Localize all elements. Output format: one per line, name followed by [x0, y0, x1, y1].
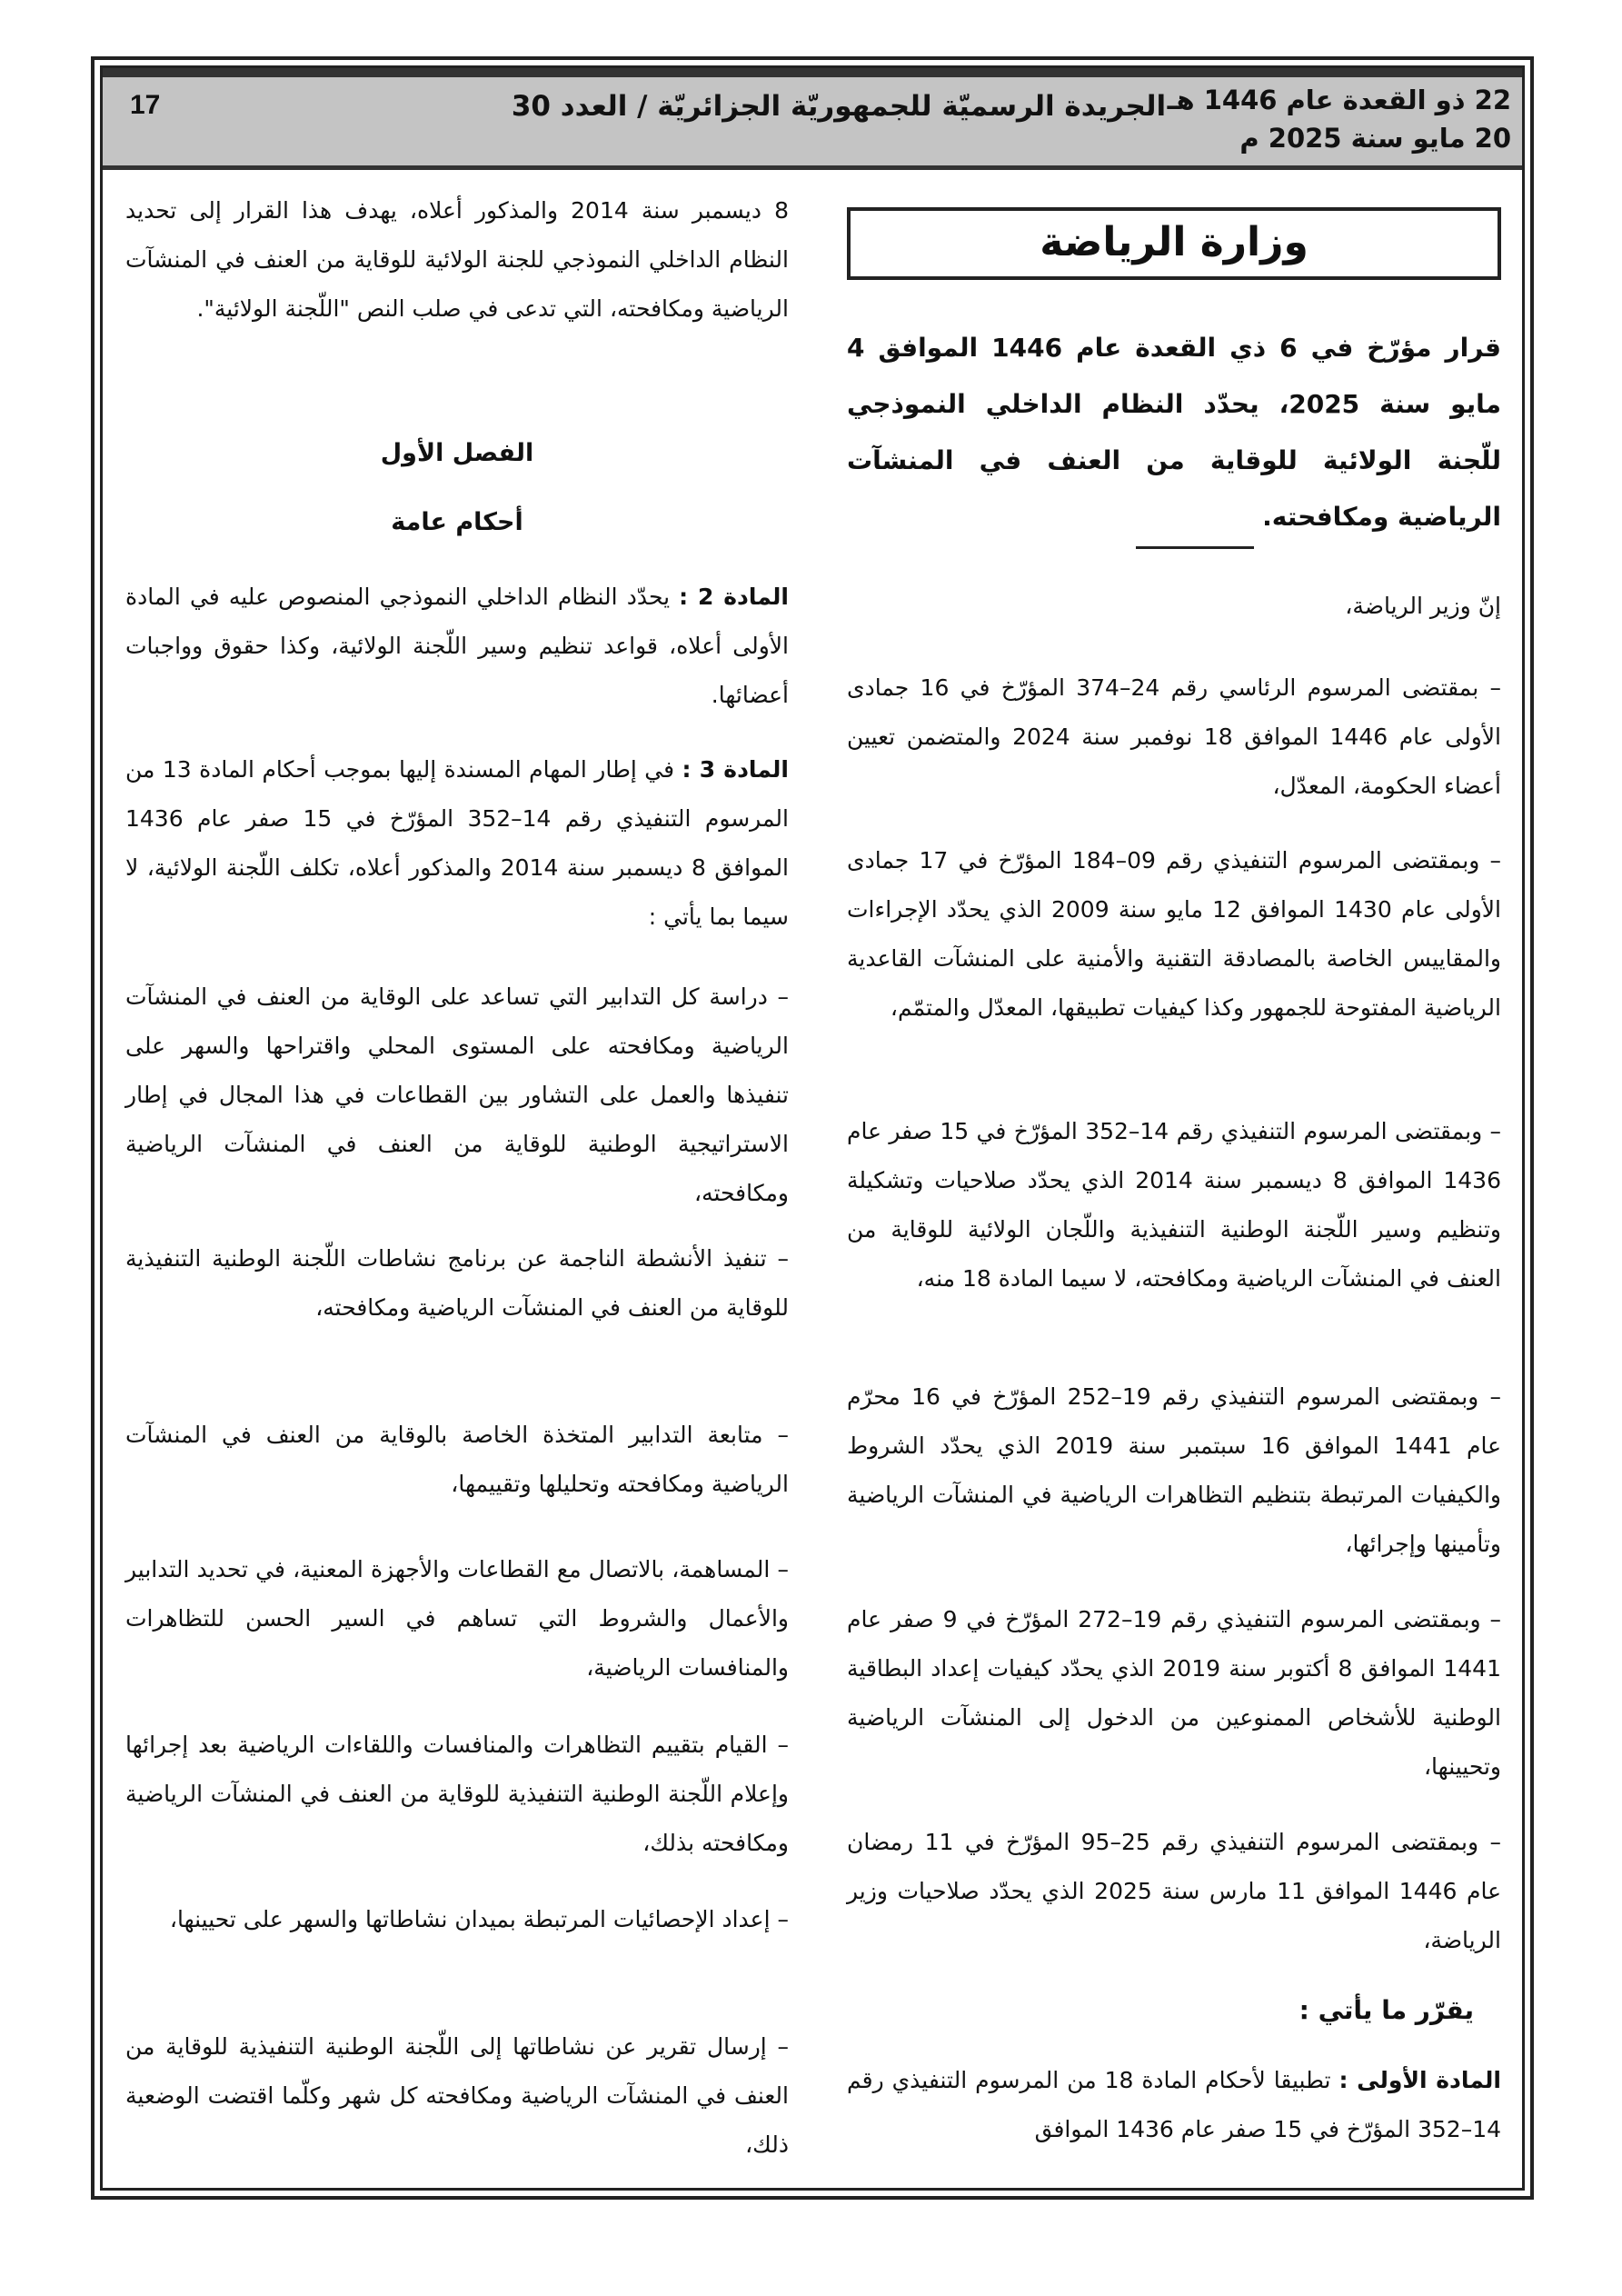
consideration: – وبمقتضى المرسوم التنفيذي رقم 14–352 المؤرّخ في 15 صفر عام 1436 الموافق 8 ديسمبر سنة 2014 الذي يحدّد صلاحيات وتشكيلة وتنظيم وسير اللّجنة الوطنية التنفيذية واللّجان الولائية للوقاية من العنف في المنشآت الرياضية ومكافحته، لا سيما المادة 18 منه،	[847, 1118, 1501, 1292]
journal-title: الجريدة الرسميّة للجمهوريّة الجزائريّة / العدد 30	[511, 90, 1167, 123]
decides-line: يقرّر ما يأتي :	[1299, 1995, 1474, 2025]
consideration: – وبمقتضى المرسوم التنفيذي رقم 25–95 المؤرّخ في 11 رمضان عام 1446 الموافق 11 مارس سنة 2025 الذي يحدّد صلاحيات وزير الرياضة،	[847, 1829, 1501, 1953]
consideration: – بمقتضى المرسوم الرئاسي رقم 24–374 المؤرّخ في 16 جمادى الأولى عام 1446 الموافق 18 نوفمبر سنة 2024 والمتضمن تعيين أعضاء الحكومة، المعدّل،	[847, 674, 1502, 799]
article-1-text: تطبيقا لأحكام المادة 18 من المرسوم التنفيذي رقم 14–352 المؤرّخ في 15 صفر عام 1436 الموافق	[847, 2067, 1501, 2142]
article-3	[125, 745, 789, 942]
opening-line: إنّ وزير الرياضة،	[1345, 593, 1501, 619]
task-item: – تنفيذ الأنشطة الناجمة عن برنامج نشاطات اللّجنة الوطنية التنفيذية للوقاية من العنف في المنشآت الرياضية ومكافحته،	[125, 1245, 789, 1321]
article-1-label: المادة الأولى :	[1338, 2067, 1501, 2093]
task-item: – إرسال تقرير عن نشاطاتها إلى اللّجنة الوطنية التنفيذية للوقاية من العنف في المنشآت الرياضية ومكافحته كل شهر وكلّما اقتضت الوضعية ذلك،	[125, 2033, 789, 2158]
date-gregorian: 20 مايو سنة 2025 م	[1239, 123, 1511, 154]
title-divider	[1136, 546, 1254, 549]
date-hijri: 22 ذو القعدة عام 1446 هـ	[1167, 85, 1511, 115]
task-item: – المساهمة، بالاتصال مع القطاعات والأجهزة المعنية، في تحديد التدابير والأعمال والشروط التي تساهم في السير الحسن للتظاهرات والمنافسات الرياضية،	[125, 1556, 789, 1681]
chapter-heading: الفصل الأول	[380, 439, 534, 467]
chapter-title: أحكام عامة	[391, 508, 523, 536]
consideration: – وبمقتضى المرسوم التنفيذي رقم 19–272 المؤرّخ في 9 صفر عام 1441 الموافق 8 أكتوبر سنة 2019 الذي يحدّد كيفيات إعداد البطاقية الوطنية للأشخاص الممنوعين من الدخول إلى المنشآت الرياضية وتحيينها،	[847, 1606, 1501, 1780]
article-3-label: المادة 3 :	[682, 756, 790, 783]
decision-title: قرار مؤرّخ في 6 ذي القعدة عام 1446 الموافق 4 مايو سنة 2025، يحدّد النظام الداخلي النموذجي للّجنة الولائية للوقاية من العنف في المنشآت الرياضية ومكافحته.	[847, 333, 1502, 532]
task-item: – إعداد الإحصائيات المرتبطة بميدان نشاطاتها والسهر على تحيينها،	[169, 1906, 789, 1932]
right-column	[847, 0, 1501, 2296]
left-column	[125, 0, 789, 2296]
task-item: – القيام بتقييم التظاهرات والمنافسات واللقاءات الرياضية بعد إجرائها وإعلام اللّجنة الوطنية التنفيذية للوقاية من العنف في المنشآت الرياضية ومكافحته بذلك،	[125, 1732, 789, 1856]
article-1	[847, 2056, 1501, 2154]
consideration: – وبمقتضى المرسوم التنفيذي رقم 19–252 المؤرّخ في 16 محرّم عام 1441 الموافق 16 سبتمبر سنة 2019 الذي يحدّد الشروط والكيفيات المرتبطة بتنظيم التظاهرات الرياضية في المنشآت الرياضية وتأمينها وإجرائها،	[847, 1383, 1502, 1557]
consideration: – وبمقتضى المرسوم التنفيذي رقم 09–184 المؤرّخ في 17 جمادى الأولى عام 1430 الموافق 12 مايو سنة 2009 الذي يحدّد الإجراءات والمقاييس الخاصة بالمصادقة التقنية والأمنية على المنشآت القاعدية الرياضية المفتوحة للجمهور وكذا كيفيات تطبيقها، المعدّل والمتمّم،	[847, 847, 1501, 1021]
task-item: – دراسة كل التدابير التي تساعد على الوقاية من العنف في المنشآت الرياضية ومكافحته على المستوى المحلي واقتراحها والسهر على تنفيذها والعمل على التشاور بين القطاعات في هذا المجال في إطار الاستراتيجية الوطنية للوقاية من العنف في المنشآت الرياضية ومكافحته،	[125, 983, 789, 1206]
article-2-text: يحدّد النظام الداخلي النموذجي المنصوص عليه في المادة الأولى أعلاه، قواعد تنظيم وسير اللّجنة الولائية، وكذا حقوق وواجبات أعضائها.	[125, 584, 789, 708]
article-3-text: في إطار المهام المسندة إليها بموجب أحكام المادة 13 من المرسوم التنفيذي رقم 14–352 المؤرّخ في 15 صفر عام 1436 الموافق 8 ديسمبر سنة 2014 والمذكور أعلاه، تكلف اللّجنة الولائية، لا سيما بما يأتي :	[125, 756, 790, 930]
task-item: – متابعة التدابير المتخذة الخاصة بالوقاية من العنف في المنشآت الرياضية ومكافحته وتحليلها وتقييمها،	[125, 1422, 789, 1497]
ministry-heading: وزارة الرياضة	[847, 207, 1501, 280]
article-2-label: المادة 2 :	[679, 584, 789, 610]
article-2	[125, 573, 789, 720]
page-number: 17	[130, 90, 161, 120]
article-1-continuation: 8 ديسمبر سنة 2014 والمذكور أعلاه، يهدف هذا القرار إلى تحديد النظام الداخلي النموذجي للجنة الولائية للوقاية من العنف في المنشآت الرياضية ومكافحته، التي تدعى في صلب النص "اللّجنة الولائية".	[125, 197, 790, 322]
